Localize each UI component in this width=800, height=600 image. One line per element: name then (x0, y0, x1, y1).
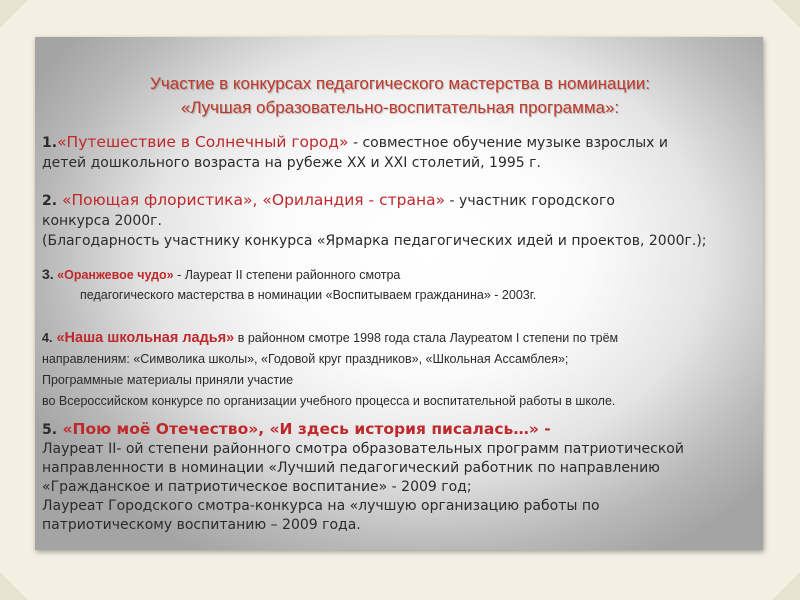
item-text: Программные материалы приняли участие (42, 373, 294, 387)
item-text: Лауреат Городского смотра-конкурса на «лучшую организацию работы по (42, 498, 600, 514)
item-text: - Лауреат II степени районного смотра (173, 268, 401, 282)
item-number: 5. (42, 422, 58, 438)
title-line-2: «Лучшая образовательно-воспитательная программа»: (180, 98, 620, 117)
corner-decoration-bottom-right (772, 572, 800, 600)
item-text: во Всероссийском конкурсе по организации учебного процесса и воспитательной работы в школе. (42, 394, 616, 408)
item-number: 4. (42, 331, 53, 345)
item-text: в районном смотре 1998 года стала Лауреатом I степени по трём (234, 331, 619, 345)
list-item-3 (42, 264, 536, 305)
item-highlight: «Наша школьная ладья» (52, 330, 235, 346)
list-item-4 (42, 328, 618, 412)
item-text: детей дошкольного возраста на рубеже XX и XXI столетий, 1995 г. (42, 155, 541, 171)
list-item-1 (42, 132, 668, 173)
item-text: направленности в номинации «Лучший педагогический работник по направлению (42, 460, 660, 476)
item-text: Лауреат II- ой степени районного смотра образовательных программ патриотической (42, 441, 684, 457)
list-item-2 (42, 190, 707, 251)
corner-decoration-bottom-left (0, 572, 28, 600)
item-text: «Гражданское и патриотическое воспитание» - 2009 год; (42, 479, 472, 495)
item-highlight: «Поющая флористика», «Ориландия - страна» (57, 191, 446, 209)
item-text: направлениям: «Символика школы», «Годовой круг праздников», «Школьная Ассамблея»; (42, 352, 569, 366)
item-highlight: «Пою моё Отечество», «И здесь история писалась…» - (57, 420, 551, 438)
slide-title (0, 72, 800, 120)
item-text: - совместное обучение музыке взрослых и (348, 135, 669, 151)
corner-decoration-top-left (0, 0, 28, 28)
item-number: 1. (42, 135, 58, 151)
item-number: 2. (42, 193, 58, 209)
item-text: конкурса 2000г. (42, 213, 162, 229)
item-highlight: «Путешествие в Солнечный город» (57, 133, 349, 151)
item-highlight: «Оранжевое чудо» (53, 268, 174, 282)
item-text: педагогического мастерства в номинации «Воспитываем гражданина» - 2003г. (80, 288, 537, 302)
item-text: - участник городского (445, 193, 615, 209)
item-text: патриотическому воспитанию – 2009 года. (42, 517, 361, 533)
item-number: 3. (42, 266, 54, 282)
title-line-1: Участие в конкурсах педагогического мастерства в номинации: (150, 74, 650, 93)
corner-decoration-top-right (772, 0, 800, 28)
list-item-5 (42, 420, 684, 535)
item-text: (Благодарность участнику конкурса «Ярмарка педагогических идей и проектов, 2000г.); (42, 233, 707, 249)
